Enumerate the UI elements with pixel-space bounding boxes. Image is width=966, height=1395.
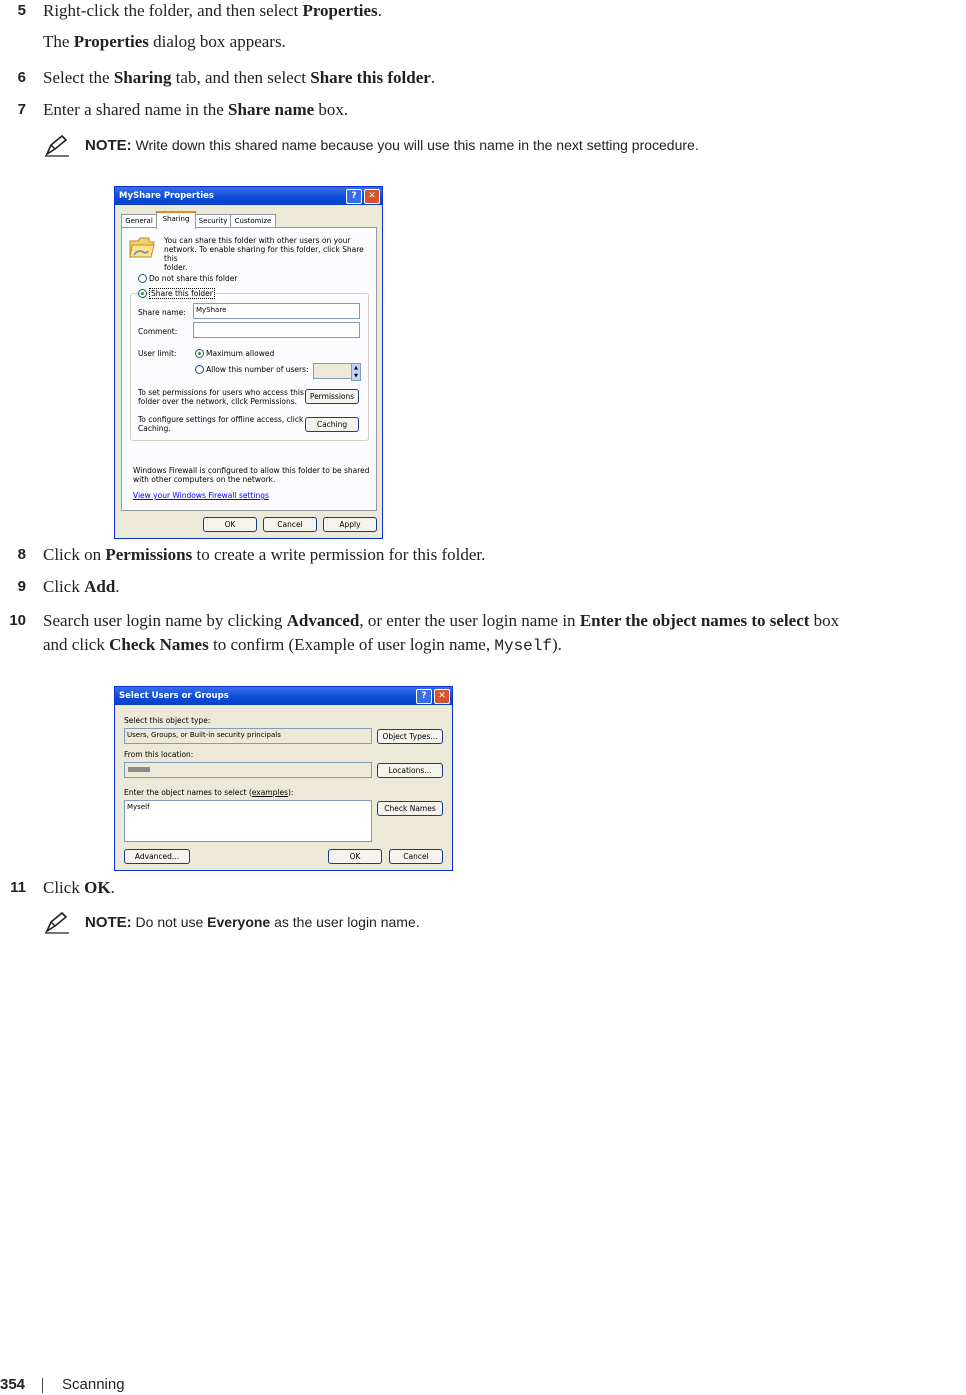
step-text: and click Check Names to confirm (Example of user login name, Myself).: [43, 635, 562, 655]
permissions-text: [138, 388, 304, 406]
offline-text: [138, 415, 303, 433]
spin-arrows-icon[interactable]: ▲ ▼: [351, 363, 361, 381]
footer-divider: [42, 1378, 43, 1393]
ok-button[interactable]: OK: [328, 849, 382, 864]
caching-button[interactable]: Caching: [305, 417, 359, 432]
maximum-allowed-radio[interactable]: [195, 349, 204, 358]
object-type-label: Select this object type:: [124, 716, 211, 725]
text-line: Windows Firewall is configured to allow this folder to be shared: [133, 466, 370, 475]
text-line: To configure settings for offline access, click: [138, 415, 304, 424]
step-text: The Properties dialog box appears.: [43, 32, 286, 51]
properties-dialog: [114, 186, 383, 539]
text-line: with other computers on the network.: [133, 475, 276, 484]
location-label: From this location:: [124, 750, 194, 759]
step-text: Click Add.: [43, 577, 120, 596]
text-line: To set permissions for users who access this: [138, 388, 304, 397]
step-text: Click OK.: [43, 878, 115, 897]
note-text: NOTE: Write down this shared name because you will use this name in the next setting procedure.: [85, 137, 699, 154]
step-number: 5: [17, 2, 26, 19]
permissions-button[interactable]: Permissions: [305, 389, 359, 404]
cancel-button[interactable]: Cancel: [263, 517, 317, 532]
ok-button[interactable]: OK: [203, 517, 257, 532]
redacted-location: [128, 767, 150, 772]
text-line: folder over the network, click Permissions.: [138, 397, 298, 406]
tab-security[interactable]: Security: [195, 214, 231, 227]
sharing-intro: [164, 236, 376, 272]
intro-line: network. To enable sharing for this folder, click Share this: [164, 245, 364, 263]
note-pencil-icon: [43, 134, 71, 158]
step-text: Select the Sharing tab, and then select Share this folder.: [43, 68, 436, 87]
step-number: 10: [9, 612, 26, 629]
close-icon[interactable]: ✕: [434, 689, 450, 704]
cancel-button[interactable]: Cancel: [389, 849, 443, 864]
user-limit-label: User limit:: [138, 349, 177, 358]
advanced-button[interactable]: Advanced...: [124, 849, 190, 864]
share-this-folder-radio[interactable]: [138, 289, 147, 298]
comment-input[interactable]: [193, 322, 360, 338]
dialog-titlebar: [115, 187, 382, 205]
dialog-title: MyShare Properties: [119, 191, 214, 201]
step-number: 11: [10, 879, 26, 896]
comment-label: Comment:: [138, 327, 178, 336]
object-names-input[interactable]: Myself: [124, 800, 372, 842]
do-not-share-radio[interactable]: [138, 274, 147, 283]
sharing-panel: [121, 227, 377, 511]
maximum-allowed-label: Maximum allowed: [206, 349, 275, 358]
step-text: Search user login name by clicking Advanced, or enter the user login name in Enter the object names to select box: [43, 611, 840, 630]
tab-general[interactable]: General: [121, 214, 157, 227]
share-name-input[interactable]: MyShare: [193, 303, 360, 319]
text-line: Caching.: [138, 424, 171, 433]
step-number: 9: [17, 578, 26, 595]
users-count-input[interactable]: [313, 363, 353, 379]
select-users-dialog: [114, 686, 453, 871]
dialog-title: Select Users or Groups: [119, 691, 229, 701]
note-pencil-icon: [43, 911, 71, 935]
firewall-text: [133, 466, 370, 484]
object-names-label: Enter the object names to select (examples):: [124, 788, 294, 797]
do-not-share-label: Do not share this folder: [149, 274, 238, 283]
close-icon[interactable]: ✕: [364, 189, 380, 204]
object-type-field: Users, Groups, or Built-in security principals: [124, 728, 372, 744]
shared-folder-icon: [129, 236, 155, 258]
note-text: NOTE: Do not use Everyone as the user login name.: [85, 914, 420, 931]
location-field: [124, 762, 372, 778]
section-name: Scanning: [62, 1376, 125, 1393]
check-names-button[interactable]: Check Names: [377, 801, 443, 816]
dialog-titlebar: [115, 687, 452, 705]
step-number: 7: [17, 101, 26, 118]
apply-button[interactable]: Apply: [323, 517, 377, 532]
step-text: Enter a shared name in the Share name box.: [43, 100, 349, 119]
object-types-button[interactable]: Object Types...: [377, 729, 443, 744]
help-icon[interactable]: ?: [416, 689, 432, 704]
step-number: 8: [17, 546, 26, 563]
tab-customize[interactable]: Customize: [230, 214, 276, 227]
locations-button[interactable]: Locations...: [377, 763, 443, 778]
intro-line: You can share this folder with other users on your: [164, 236, 351, 245]
allow-users-label: Allow this number of users:: [206, 365, 309, 374]
page-number: 354: [0, 1376, 26, 1393]
allow-users-radio[interactable]: [195, 365, 204, 374]
intro-line: folder.: [164, 263, 188, 272]
firewall-settings-link[interactable]: View your Windows Firewall settings: [133, 491, 269, 500]
step-text: Right-click the folder, and then select Properties.: [43, 1, 382, 20]
share-this-folder-label: Share this folder: [151, 289, 213, 298]
tab-sharing[interactable]: Sharing: [156, 211, 196, 229]
step-number: 6: [17, 69, 26, 86]
help-icon[interactable]: ?: [346, 189, 362, 204]
step-text: Click on Permissions to create a write permission for this folder.: [43, 545, 486, 564]
share-name-label: Share name:: [138, 308, 186, 317]
